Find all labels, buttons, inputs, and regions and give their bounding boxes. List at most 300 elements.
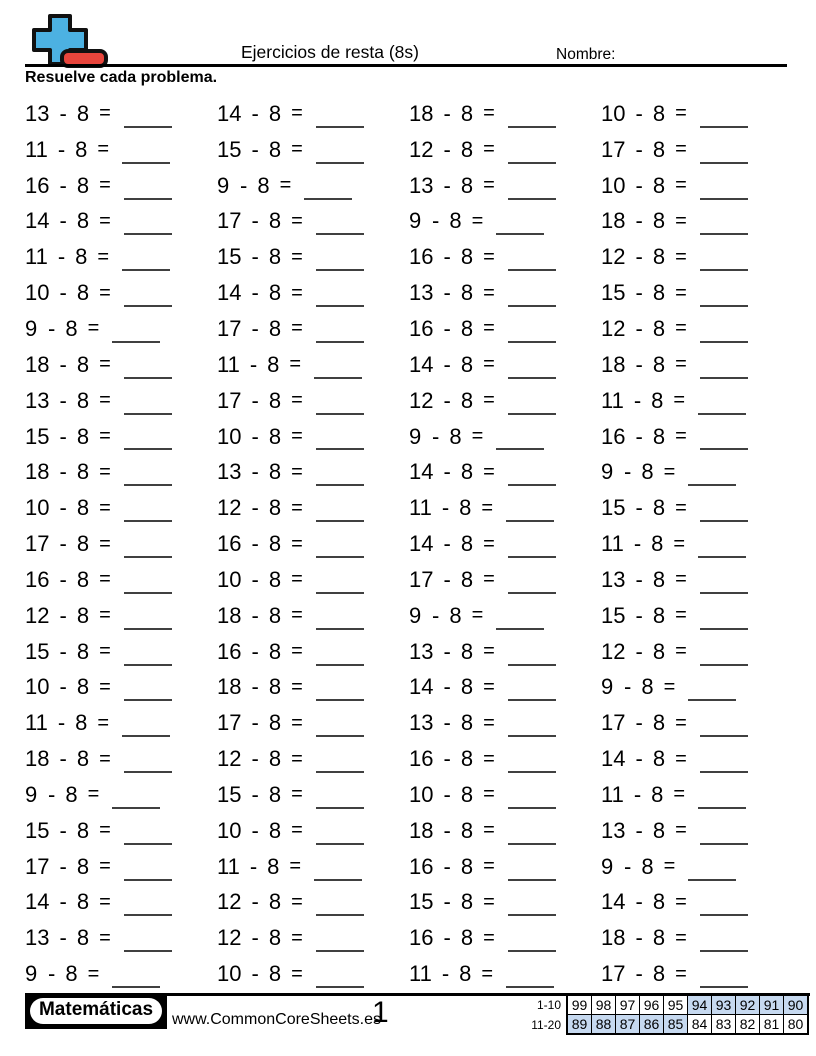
minuend: 17 (217, 208, 242, 234)
subtrahend: 8 (652, 602, 666, 628)
subtrahend: 8 (268, 817, 282, 843)
answer-blank[interactable] (316, 698, 364, 701)
answer-blank[interactable] (316, 519, 364, 522)
equals-sign: = (471, 604, 484, 627)
subtrahend: 8 (76, 746, 90, 772)
problem (409, 419, 601, 455)
problem (601, 849, 793, 885)
answer-blank[interactable] (496, 627, 544, 630)
answer-blank[interactable] (124, 412, 172, 415)
equals-sign: = (291, 281, 303, 304)
equals-sign: = (291, 962, 303, 985)
equals-sign: = (675, 926, 687, 949)
answer-blank[interactable] (124, 197, 172, 200)
problem (217, 705, 409, 741)
problem (409, 204, 601, 240)
answer-blank[interactable] (124, 663, 172, 666)
answer-blank[interactable] (124, 304, 172, 307)
minus-operator: - (635, 136, 643, 162)
answer-blank[interactable] (316, 985, 364, 988)
problems-column (25, 96, 217, 992)
problem (601, 204, 793, 240)
answer-blank[interactable] (700, 985, 748, 988)
answer-blank[interactable] (508, 806, 556, 809)
minus-operator: - (443, 244, 451, 270)
answer-blank[interactable] (122, 268, 170, 271)
minuend: 16 (409, 746, 434, 772)
equals-sign: = (99, 819, 111, 842)
answer-blank[interactable] (124, 555, 172, 558)
answer-blank[interactable] (124, 519, 172, 522)
subtrahend: 8 (76, 280, 90, 306)
minuend: 17 (25, 531, 50, 557)
minus-operator: - (240, 172, 248, 198)
answer-blank[interactable] (700, 627, 748, 630)
answer-blank[interactable] (316, 232, 364, 235)
equals-sign: = (99, 496, 111, 519)
answer-blank[interactable] (112, 806, 160, 809)
problem (25, 490, 217, 526)
answer-blank[interactable] (508, 376, 556, 379)
answer-blank[interactable] (508, 591, 556, 594)
answer-blank[interactable] (700, 232, 748, 235)
equals-sign: = (483, 460, 495, 483)
answer-blank[interactable] (700, 770, 748, 773)
score-cell: 97 (616, 995, 640, 1015)
subtrahend: 8 (651, 387, 664, 413)
minuend: 13 (25, 100, 50, 126)
answer-blank[interactable] (700, 304, 748, 307)
equals-sign: = (99, 675, 111, 698)
answer-blank[interactable] (316, 412, 364, 415)
website-link[interactable]: www.CommonCoreSheets.es (172, 1011, 381, 1028)
subtrahend: 8 (75, 244, 88, 270)
minus-operator: - (441, 961, 450, 987)
answer-blank[interactable] (700, 519, 748, 522)
minuend: 11 (601, 387, 624, 413)
answer-blank[interactable] (688, 878, 736, 881)
equals-sign: = (483, 819, 495, 842)
minuend: 16 (217, 531, 242, 557)
subtrahend: 8 (268, 315, 282, 341)
equals-sign: = (99, 102, 111, 125)
minus-operator: - (443, 746, 451, 772)
minuend: 15 (217, 136, 242, 162)
minus-operator: - (633, 387, 642, 413)
minus-operator: - (249, 853, 258, 879)
answer-blank[interactable] (304, 197, 352, 200)
equals-sign: = (483, 353, 495, 376)
problem (409, 670, 601, 706)
subtrahend: 8 (652, 495, 666, 521)
answer-blank[interactable] (496, 447, 544, 450)
minus-operator: - (443, 387, 451, 413)
problem (601, 920, 793, 956)
problem (409, 598, 601, 634)
minus-operator: - (635, 208, 643, 234)
equals-sign: = (675, 174, 687, 197)
minuend: 14 (601, 889, 626, 915)
problem (25, 562, 217, 598)
problem (601, 777, 793, 813)
answer-blank[interactable] (700, 447, 748, 450)
answer-blank[interactable] (316, 663, 364, 666)
minus-operator: - (635, 889, 643, 915)
subtrahend: 8 (268, 100, 282, 126)
problem (601, 239, 793, 275)
minus-operator: - (59, 566, 67, 592)
score-cell: 87 (616, 1015, 640, 1035)
answer-blank[interactable] (508, 412, 556, 415)
equals-sign: = (675, 353, 687, 376)
answer-blank[interactable] (316, 447, 364, 450)
subtrahend: 8 (652, 351, 666, 377)
minuend: 10 (25, 495, 50, 521)
answer-blank[interactable] (316, 340, 364, 343)
minus-operator: - (251, 315, 259, 341)
answer-blank[interactable] (124, 447, 172, 450)
minuend: 16 (409, 925, 434, 951)
answer-blank[interactable] (700, 663, 748, 666)
answer-blank[interactable] (508, 663, 556, 666)
answer-blank[interactable] (316, 125, 364, 128)
answer-blank[interactable] (508, 161, 556, 164)
minus-operator: - (59, 459, 67, 485)
score-cell: 99 (567, 995, 592, 1015)
answer-blank[interactable] (124, 483, 172, 486)
answer-blank[interactable] (698, 555, 746, 558)
minus-operator: - (443, 781, 451, 807)
problem (25, 132, 217, 168)
answer-blank[interactable] (700, 161, 748, 164)
answer-blank[interactable] (700, 268, 748, 271)
score-cell: 88 (592, 1015, 616, 1035)
minuend: 13 (601, 566, 626, 592)
answer-blank[interactable] (316, 555, 364, 558)
minus-operator: - (443, 136, 451, 162)
equals-sign: = (675, 317, 687, 340)
minuend: 12 (409, 387, 434, 413)
equals-sign: = (99, 389, 111, 412)
minuend: 18 (25, 459, 50, 485)
equals-sign: = (291, 102, 303, 125)
minuend: 16 (217, 638, 242, 664)
answer-blank[interactable] (508, 197, 556, 200)
equals-sign: = (99, 281, 111, 304)
subtrahend: 8 (651, 531, 664, 557)
answer-blank[interactable] (700, 913, 748, 916)
equals-sign: = (99, 209, 111, 232)
minuend: 11 (25, 136, 48, 162)
equals-sign: = (291, 138, 303, 161)
subtrahend: 8 (268, 495, 282, 521)
minus-operator: - (251, 781, 259, 807)
answer-blank[interactable] (700, 949, 748, 952)
minus-operator: - (443, 817, 451, 843)
answer-blank[interactable] (316, 734, 364, 737)
answer-blank[interactable] (506, 985, 554, 988)
answer-blank[interactable] (508, 878, 556, 881)
minuend: 9 (601, 853, 614, 879)
page-number: 1 (372, 996, 389, 1029)
problem (217, 777, 409, 813)
answer-blank[interactable] (508, 842, 556, 845)
equals-sign: = (675, 711, 687, 734)
problem (601, 634, 793, 670)
subtrahend: 8 (76, 495, 90, 521)
equals-sign: = (291, 568, 303, 591)
equals-sign: = (673, 389, 686, 412)
problem (409, 920, 601, 956)
minuend: 17 (409, 566, 434, 592)
page-title: Ejercicios de resta (8s) (241, 42, 419, 62)
answer-blank[interactable] (508, 340, 556, 343)
minuend: 14 (217, 100, 242, 126)
problem (217, 275, 409, 311)
problem (217, 132, 409, 168)
answer-blank[interactable] (316, 913, 364, 916)
answer-blank[interactable] (112, 340, 160, 343)
minuend: 17 (601, 136, 626, 162)
problem (217, 311, 409, 347)
answer-blank[interactable] (700, 340, 748, 343)
minuend: 14 (25, 208, 50, 234)
minus-operator: - (443, 710, 451, 736)
subtrahend: 8 (460, 566, 474, 592)
answer-blank[interactable] (124, 949, 172, 952)
answer-blank[interactable] (316, 627, 364, 630)
problem (601, 956, 793, 992)
equals-sign: = (291, 389, 303, 412)
answer-blank[interactable] (124, 913, 172, 916)
answer-blank[interactable] (508, 555, 556, 558)
subtrahend: 8 (76, 674, 90, 700)
answer-blank[interactable] (124, 698, 172, 701)
subtrahend: 8 (460, 387, 474, 413)
answer-blank[interactable] (700, 125, 748, 128)
equals-sign: = (675, 138, 687, 161)
minuend: 15 (601, 602, 626, 628)
subtrahend: 8 (76, 889, 90, 915)
minuend: 18 (217, 602, 242, 628)
equals-sign: = (289, 855, 302, 878)
subtrahend: 8 (268, 136, 282, 162)
minuend: 14 (409, 459, 434, 485)
problems-column (409, 96, 601, 992)
problem (25, 849, 217, 885)
problem (409, 741, 601, 777)
minuend: 15 (25, 817, 50, 843)
minus-operator: - (59, 172, 67, 198)
answer-blank[interactable] (506, 519, 554, 522)
subtrahend: 8 (76, 208, 90, 234)
problems-grid (25, 96, 793, 992)
answer-blank[interactable] (508, 125, 556, 128)
answer-blank[interactable] (122, 734, 170, 737)
problem (409, 705, 601, 741)
answer-blank[interactable] (508, 268, 556, 271)
problem (409, 526, 601, 562)
minuend: 12 (601, 315, 626, 341)
problem (217, 562, 409, 598)
minuend: 11 (601, 781, 624, 807)
subtrahend: 8 (267, 351, 280, 377)
answer-blank[interactable] (698, 806, 746, 809)
answer-blank[interactable] (688, 483, 736, 486)
answer-blank[interactable] (496, 232, 544, 235)
problem (25, 168, 217, 204)
answer-blank[interactable] (508, 304, 556, 307)
problem (25, 383, 217, 419)
answer-blank[interactable] (508, 913, 556, 916)
minus-operator: - (251, 746, 259, 772)
minuend: 18 (217, 674, 242, 700)
minuend: 15 (409, 889, 434, 915)
score-table-labels (527, 994, 566, 1035)
answer-blank[interactable] (314, 376, 362, 379)
minuend: 10 (25, 674, 50, 700)
minuend: 18 (25, 351, 50, 377)
minus-operator: - (59, 674, 67, 700)
score-cell: 85 (664, 1015, 688, 1035)
minus-operator: - (251, 136, 259, 162)
answer-blank[interactable] (316, 770, 364, 773)
minuend: 9 (601, 459, 614, 485)
minus-operator: - (635, 961, 643, 987)
equals-sign: = (675, 209, 687, 232)
minus-operator: - (59, 602, 67, 628)
answer-blank[interactable] (124, 770, 172, 773)
equals-sign: = (481, 496, 494, 519)
minus-operator: - (251, 423, 259, 449)
minuend: 12 (217, 925, 242, 951)
minuend: 16 (409, 315, 434, 341)
subtrahend: 8 (267, 853, 280, 879)
subtrahend: 8 (76, 853, 90, 879)
minus-operator: - (635, 280, 643, 306)
minuend: 12 (217, 495, 242, 521)
equals-sign: = (481, 962, 494, 985)
answer-blank[interactable] (316, 304, 364, 307)
equals-sign: = (483, 138, 495, 161)
answer-blank[interactable] (124, 591, 172, 594)
subtrahend: 8 (460, 351, 474, 377)
equals-sign: = (483, 532, 495, 555)
score-cell: 95 (664, 995, 688, 1015)
answer-blank[interactable] (112, 985, 160, 988)
answer-blank[interactable] (700, 376, 748, 379)
minuend: 17 (601, 961, 626, 987)
problem (601, 813, 793, 849)
subtrahend: 8 (75, 136, 88, 162)
answer-blank[interactable] (316, 842, 364, 845)
answer-blank[interactable] (700, 842, 748, 845)
score-cell: 80 (784, 1015, 809, 1035)
equals-sign: = (99, 174, 111, 197)
equals-sign: = (673, 532, 686, 555)
minus-operator: - (432, 602, 440, 628)
answer-blank[interactable] (124, 125, 172, 128)
minus-operator: - (251, 566, 259, 592)
answer-blank[interactable] (508, 949, 556, 952)
minus-operator: - (251, 674, 259, 700)
subtrahend: 8 (268, 889, 282, 915)
subtrahend: 8 (460, 638, 474, 664)
answer-blank[interactable] (316, 591, 364, 594)
problem (25, 96, 217, 132)
answer-blank[interactable] (508, 770, 556, 773)
answer-blank[interactable] (316, 949, 364, 952)
answer-blank[interactable] (700, 197, 748, 200)
problem (601, 383, 793, 419)
subtrahend: 8 (641, 674, 654, 700)
equals-sign: = (99, 855, 111, 878)
answer-blank[interactable] (316, 161, 364, 164)
equals-sign: = (675, 568, 687, 591)
minus-operator: - (624, 853, 632, 879)
answer-blank[interactable] (688, 698, 736, 701)
subtrahend: 8 (460, 172, 474, 198)
equals-sign: = (483, 317, 495, 340)
answer-blank[interactable] (700, 734, 748, 737)
brand-badge-label: Matemáticas (30, 998, 162, 1024)
problem (25, 526, 217, 562)
answer-blank[interactable] (124, 842, 172, 845)
minuend: 12 (217, 889, 242, 915)
answer-blank[interactable] (316, 483, 364, 486)
score-row-label: 11-20 (531, 1018, 561, 1032)
score-area (527, 994, 809, 1035)
minuend: 11 (25, 710, 48, 736)
answer-blank[interactable] (508, 734, 556, 737)
score-cell: 96 (640, 995, 664, 1015)
minuend: 9 (25, 961, 38, 987)
minuend: 14 (217, 280, 242, 306)
score-cell: 86 (640, 1015, 664, 1035)
answer-blank[interactable] (700, 591, 748, 594)
equals-sign: = (99, 926, 111, 949)
answer-blank[interactable] (508, 483, 556, 486)
answer-blank[interactable] (316, 268, 364, 271)
answer-blank[interactable] (314, 878, 362, 881)
minuend: 9 (409, 602, 422, 628)
answer-blank[interactable] (316, 806, 364, 809)
problem (409, 813, 601, 849)
answer-blank[interactable] (122, 161, 170, 164)
answer-blank[interactable] (124, 232, 172, 235)
minus-operator: - (624, 674, 632, 700)
score-cell: 83 (712, 1015, 736, 1035)
name-blank[interactable] (616, 44, 787, 65)
minus-operator: - (59, 817, 67, 843)
answer-blank[interactable] (124, 878, 172, 881)
problem (601, 526, 793, 562)
equals-sign: = (675, 425, 687, 448)
equals-sign: = (483, 747, 495, 770)
answer-blank[interactable] (698, 412, 746, 415)
answer-blank[interactable] (508, 698, 556, 701)
answer-blank[interactable] (124, 376, 172, 379)
score-cell: 91 (760, 995, 784, 1015)
minuend: 9 (601, 674, 614, 700)
equals-sign: = (291, 747, 303, 770)
answer-blank[interactable] (124, 627, 172, 630)
subtrahend: 8 (65, 781, 78, 807)
problem (25, 705, 217, 741)
equals-sign: = (87, 317, 100, 340)
minuend: 15 (217, 781, 242, 807)
equals-sign: = (675, 496, 687, 519)
